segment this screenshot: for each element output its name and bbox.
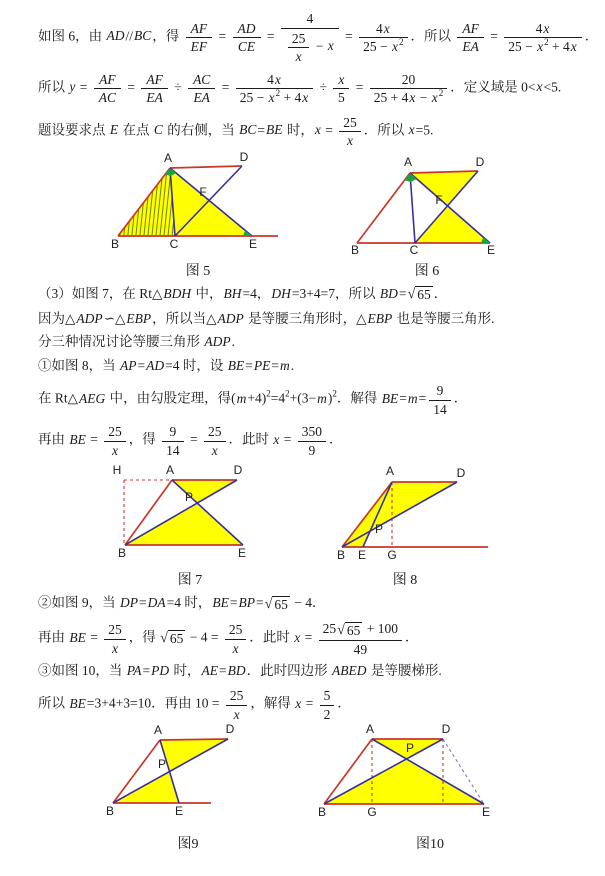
figure-9-caption: 图9 [177, 837, 199, 853]
fig7-label-E: E [237, 546, 247, 561]
fig9-label-D: D [225, 724, 235, 737]
fig6-label-B: B [350, 242, 360, 255]
paragraph-case1: ①如图 8，当 AP=AD=4 时，设 BE=PE=m. [38, 358, 295, 374]
figure-8-image [315, 460, 515, 564]
paragraph-part3-intro: （3）如图 7，在 Rt△BDH 中，BH=4，DH=3+4=7，所以 BD= √ 65 ． [38, 285, 448, 302]
fig10-label-A: A [365, 724, 375, 737]
fig10-label-P: P [405, 741, 415, 756]
fig5-label-C: C [169, 236, 179, 251]
fig6-label-C: C [409, 242, 419, 255]
figure-6-image [330, 151, 530, 255]
paragraph-case3: ③如图 10，当 PA=PD 时，AE=BD．此时四边形 ABED 是等腰梯形. [38, 663, 442, 679]
figure-row-1 [95, 151, 591, 280]
fig8-label-B: B [336, 548, 346, 563]
figure-10 [300, 724, 500, 853]
figure-10-caption: 图10 [416, 837, 444, 853]
paragraph-figure6-ratios: 如图 6，由 AD//BC，得 $\frac{AF}{EF}$ = $\frac{AD}{CE}$ = 4 $\frac{25}{x}$ − x = $\frac{4x}{25 - x^2}$ ．所以 $\frac{AF}{EA}$ = $\frac{4x}{25 - x^2 + 4x}$ ． [38, 11, 599, 65]
paragraph-three-cases: 分三种情况讨论等腰三角形 ADP. [38, 334, 235, 350]
fig7-label-B: B [117, 546, 127, 561]
fig5-label-E: E [248, 236, 258, 251]
fig10-label-G: G [367, 805, 377, 820]
figure-5-caption: 图 5 [185, 263, 211, 279]
fig8-label-D: D [456, 466, 466, 481]
fig6-label-A: A [403, 154, 413, 169]
fig9-label-E: E [174, 804, 184, 819]
fig7-label-P: P [184, 490, 194, 505]
fig10-label-E: E [481, 805, 491, 820]
figure-9 [60, 724, 260, 853]
figure-8-caption: 图 8 [392, 573, 418, 589]
figure-row-2 [60, 460, 591, 589]
figure-6-caption: 图 6 [414, 263, 440, 279]
fig5-label-D: D [239, 150, 249, 164]
fig7-label-H: H [112, 463, 122, 478]
fig8-label-G: G [387, 548, 397, 563]
fig8-label-E: E [357, 548, 367, 563]
figure-6 [330, 151, 530, 280]
fig10-label-B: B [317, 805, 327, 820]
fig8-label-A: A [385, 464, 395, 479]
paragraph-domain-conclusion: 题设要求点 E 在点 C 的右侧，当 BC=BE 时，x = $\frac{25}{x}$ ．所以 x=5. [38, 114, 434, 149]
fig6-label-E: E [486, 242, 496, 255]
fig6-label-D: D [475, 154, 485, 169]
paragraph-similar-triangles: 因为△ADP∽△EBP，所以当△ADP 是等腰三角形时，△EBP 也是等腰三角形. [38, 310, 495, 326]
paragraph-y-expression: 所以 y = $\frac{AF}{AC}$ = $\frac{AF}{EA}$ ÷ $\frac{AC}{EA}$ = $\frac{4x}{25 - x^2 + 4x}$ ÷ $\frac{x}{5}$ = $\frac{20}{25 + 4x - x^2}$ ．定义域是 0<x<5. [38, 71, 562, 106]
fig10-label-D: D [441, 724, 451, 737]
fig5-label-A: A [163, 150, 173, 165]
fig6-label-F: F [435, 192, 443, 207]
figure-7 [60, 460, 260, 589]
fig8-label-P: P [374, 522, 384, 537]
figure-8 [315, 460, 515, 589]
fig5-label-B: B [110, 236, 120, 251]
fig9-label-B: B [105, 804, 115, 819]
paragraph-case3-result: 所以 BE=3+4+3=10．再由 10 = $\frac{25}{x}$ ，解得 x = $\frac{5}{2}$ ． [38, 688, 351, 722]
figure-7-image [60, 460, 260, 564]
figure-7-caption: 图 7 [177, 573, 203, 589]
paragraph-case1-result: 再由 BE = $\frac{25}{x}$ ，得 $\frac{9}{14}$ = $\frac{25}{x}$ ．此时 x = $\frac{350}{9}$ ． [38, 424, 343, 458]
figure-row-3 [60, 724, 591, 853]
fig9-label-P: P [157, 757, 167, 772]
figure-5 [95, 151, 295, 280]
figure-9-image [60, 724, 260, 828]
fig5-label-F: F [199, 184, 207, 199]
fig7-label-D: D [233, 463, 243, 478]
fig9-label-A: A [153, 724, 163, 738]
figure-5-image [95, 151, 295, 255]
paragraph-case2-result: 再由 BE = $\frac{25}{x}$ ，得 √ 65 − 4 = $\frac{25}{x}$ ．此时 x = 25 √ 65 + 100 49 ． [38, 621, 419, 657]
paragraph-pythagorean: 在 Rt△AEG 中，由勾股定理，得$(m+4)^2=4^2+(3-m)^2$．解得 BE=m= $\frac{9}{14}$ ． [38, 383, 468, 417]
fig7-label-A: A [165, 463, 175, 478]
figure-10-image [300, 724, 500, 828]
paragraph-case2: ②如图 9，当 DP=DA=4 时，BE=BP= √ 65 − 4． [38, 595, 326, 612]
